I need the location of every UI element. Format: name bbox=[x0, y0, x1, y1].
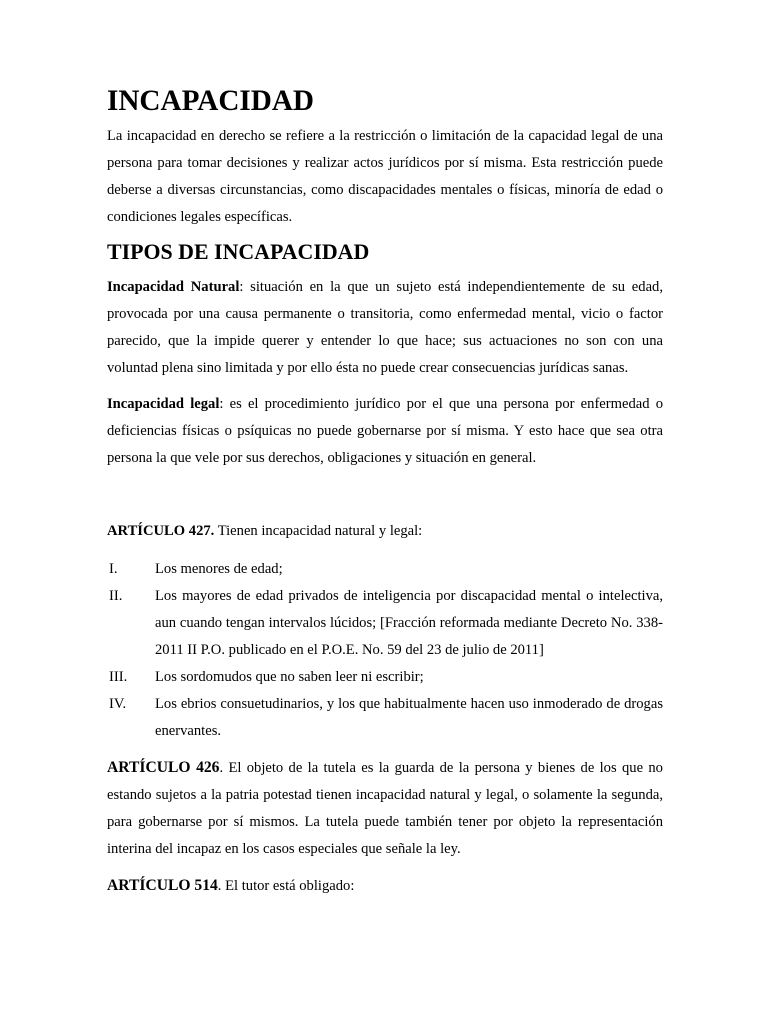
article-514-label: ARTÍCULO 514 bbox=[107, 877, 218, 894]
article-426-text: . El objeto de la tutela es la guarda de la persona y bienes de los que no estando sujetos a la patria potestad tienen incapacidad natural y legal, o solamente la segunda, para gobernarse por sí mismos. La tutela puede también tener por objeto la representación interina del incapaz en los casos especiales que señale la ley. bbox=[107, 760, 663, 857]
natural-incapacity-paragraph bbox=[107, 274, 663, 382]
fraction-number: II. bbox=[109, 588, 123, 604]
article-426-paragraph bbox=[107, 754, 663, 863]
fraction-text: Los menores de edad; bbox=[155, 561, 283, 577]
article-426-label: ARTÍCULO 426 bbox=[107, 759, 220, 776]
intro-paragraph: La incapacidad en derecho se refiere a la restricción o limitación de la capacidad legal de una persona para tomar decisiones y realizar actos jurídicos por sí misma. Esta restricción puede deberse a diversas circunstancias, como discapacidades mentales o físicas, minoría de edad o condiciones legales específicas. bbox=[107, 128, 663, 225]
legal-incapacity-text: : es el procedimiento jurídico por el que una persona por enfermedad o deficiencias físicas o psíquicas no puede gobernarse por sí misma. Y esto hace que sea otra persona la que vele por sus derechos, obligaciones y situación en general. bbox=[107, 396, 664, 466]
fractions-list bbox=[107, 556, 663, 745]
document-title: INCAPACIDAD bbox=[107, 85, 315, 117]
list-item bbox=[107, 691, 663, 745]
legal-incapacity-term: Incapacidad legal bbox=[107, 396, 220, 412]
article-514-paragraph bbox=[107, 872, 663, 900]
article-427-paragraph bbox=[107, 518, 663, 545]
list-item bbox=[107, 664, 663, 691]
fraction-text: Los sordomudos que no saben leer ni escribir; bbox=[155, 669, 424, 685]
fraction-number: III. bbox=[109, 669, 128, 685]
fraction-text: Los ebrios consuetudinarios, y los que habitualmente hacen uso inmoderado de drogas enervantes. bbox=[155, 696, 663, 739]
natural-incapacity-term: Incapacidad Natural bbox=[107, 279, 240, 295]
list-item bbox=[107, 556, 663, 583]
article-514-text: . El tutor está obligado: bbox=[217, 878, 355, 894]
fraction-text: Los mayores de edad privados de inteligencia por discapacidad mental o intelectiva, aun cuando tengan intervalos lúcidos; [Fracción reformada mediante Decreto No. 338-2011 II P.O. publicado en el P.O.E. No. 59 del 23 de julio de 2011] bbox=[155, 588, 663, 658]
article-427-label: ARTÍCULO 427. bbox=[107, 523, 215, 539]
types-heading: TIPOS DE INCAPACIDAD bbox=[107, 239, 370, 264]
legal-incapacity-paragraph bbox=[107, 391, 663, 472]
fraction-number: I. bbox=[109, 561, 118, 577]
document-page bbox=[107, 85, 664, 900]
list-item bbox=[107, 583, 663, 664]
natural-incapacity-text: : situación en la que un sujeto está independientemente de su edad, provocada por una causa permanente o transitoria, como enfermedad mental, vicio o factor parecido, que la impide querer y entender lo que hace; sus actuaciones no son con una voluntad plena sino limitada y por ello ésta no puede crear consecuencias jurídicas sanas. bbox=[107, 279, 663, 376]
article-427-text: Tienen incapacidad natural y legal: bbox=[214, 523, 423, 539]
fraction-number: IV. bbox=[109, 696, 127, 712]
